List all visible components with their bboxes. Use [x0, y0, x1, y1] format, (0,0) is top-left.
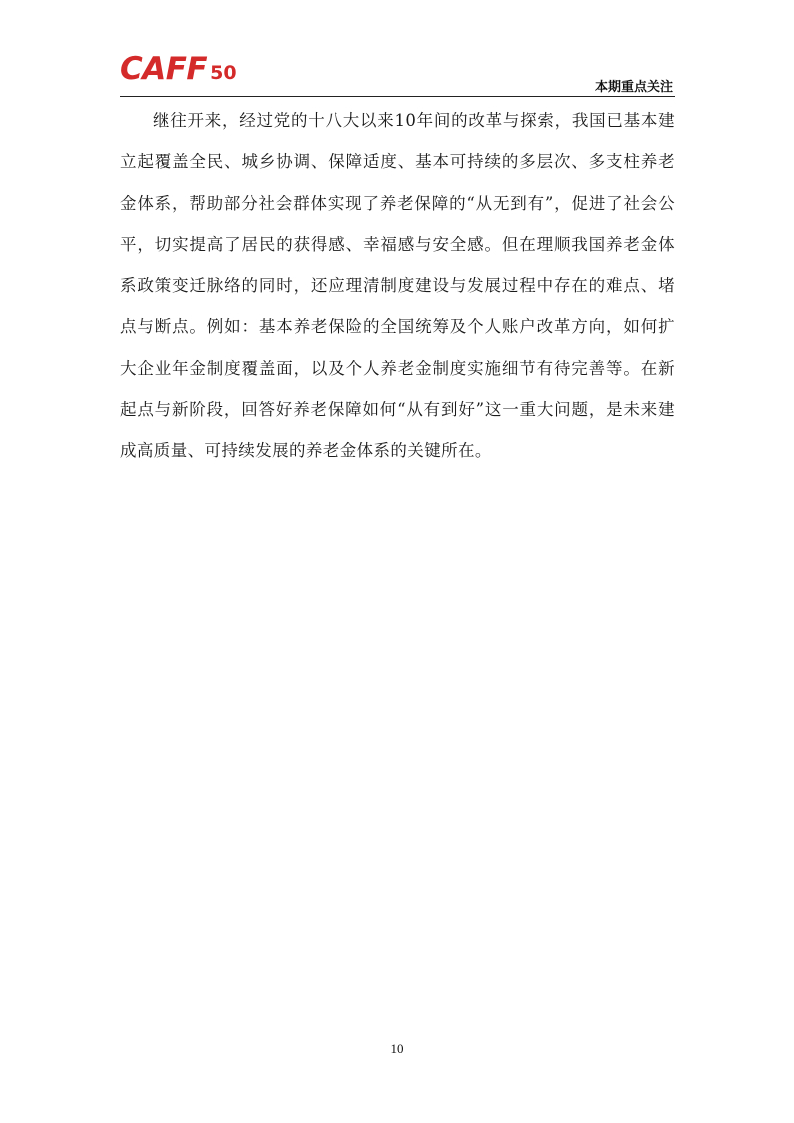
logo-number: 50 — [210, 62, 237, 84]
page-number: 10 — [390, 1041, 404, 1056]
caff50-logo — [120, 51, 237, 87]
body-paragraph: 继往开来，经过党的十八大以来10年间的改革与探索，我国已基本建立起覆盖全民、城乡协调、保障适度、基本可持续的多层次、多支柱养老金体系，帮助部分社会群体实现了养老保障的“从无到有”，促进了社会公平，切实提高了居民的获得感、幸福感与安全感。但在理顺我国养老金体系政策变迁脉络的同时，还应理清制度建设与发展过程中存在的难点、堵点与断点。例如：基本养老保险的全国统筹及个人账户改革方向，如何扩大企业年金制度覆盖面，以及个人养老金制度实施细节有待完善等。在新起点与新阶段，回答好养老保障如何“从有到好”这一重大问题，是未来建成高质量、可持续发展的养老金体系的关键所在。 — [120, 111, 675, 461]
section-title: 本期重点关注 — [594, 80, 673, 95]
logo-text: CAFF — [120, 51, 208, 87]
header-divider — [120, 96, 675, 97]
page-header — [120, 52, 675, 97]
